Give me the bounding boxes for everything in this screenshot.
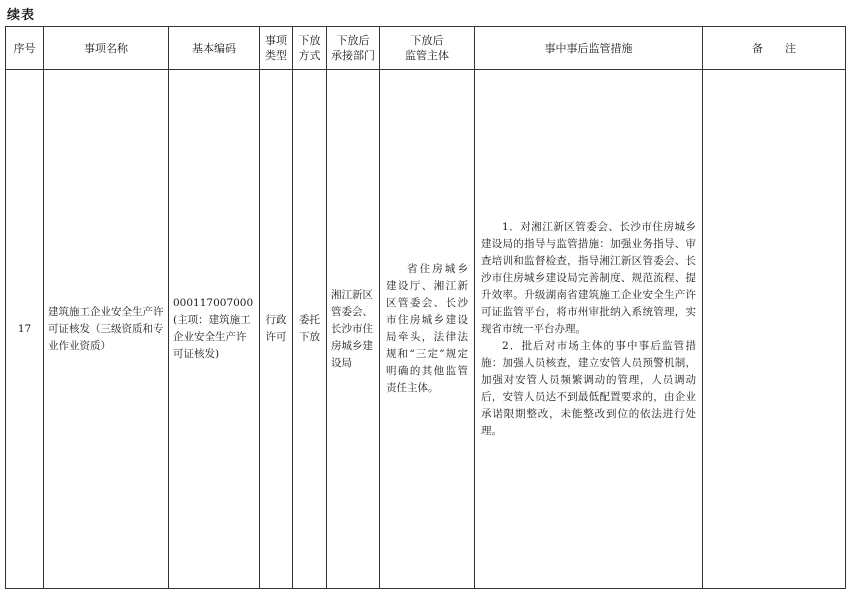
header-remarks: 备 注 [703, 27, 846, 70]
header-dept [327, 27, 380, 70]
measure-paragraph-1: 1．对湘江新区管委会、长沙市住房城乡建设局的指导与监管措施：加强业务指导、审查培训和监督检查，指导湘江新区管委会、长沙市住房城乡建设局完善制度、规范流程、提升效率。升级湖南省建筑施工企业安全生产许可证监管平台，将市州审批纳入系统管理，实现省市统一平台办理。 [481, 220, 696, 335]
code-number: 000117007000 [173, 297, 254, 309]
cell-dept: 湘江新区管委会、长沙市住房城乡建设局 [327, 70, 380, 589]
header-mode-line1: 下放 [298, 34, 321, 47]
supervision-table [5, 26, 846, 589]
header-subject-line2: 监管主体 [405, 49, 449, 62]
measure-paragraph-2: 2．批后对市场主体的事中事后监管措施：加强人员核查，建立安管人员预警机制，加强对安管人员频繁调动的管理，人员调动后，安管人员达不到最低配置要求的，由企业承诺限期整改，未能整改到位的依法进行处理。 [481, 339, 696, 437]
table-header-row [6, 27, 846, 70]
cell-code [169, 70, 260, 589]
cell-measures [475, 70, 703, 589]
header-seq: 序号 [6, 27, 44, 70]
header-measures: 事中事后监管措施 [475, 27, 703, 70]
header-dept-line2: 承接部门 [331, 49, 375, 62]
header-dept-line1: 下放后 [336, 34, 370, 47]
header-subject-line1: 下放后 [410, 34, 444, 47]
header-type [260, 27, 293, 70]
cell-remarks [703, 70, 846, 589]
code-note: (主项：建筑施工企业安全生产许可证核发) [173, 314, 251, 360]
header-code: 基本编码 [169, 27, 260, 70]
table-caption: 续表 [7, 8, 36, 23]
cell-mode: 委托下放 [293, 70, 327, 589]
cell-subject: 省住房城乡建设厅、湘江新区管委会、长沙市住房城乡建设局牵头，法律法规和“三定”规定明确的其他监管责任主体。 [380, 70, 475, 589]
cell-name: 建筑施工企业安全生产许可证核发（三级资质和专业作业资质） [44, 70, 169, 589]
header-type-line1: 事项 [265, 34, 287, 47]
table-row [6, 70, 846, 589]
header-type-line2: 类型 [265, 49, 287, 62]
cell-type: 行政许可 [260, 70, 293, 589]
header-mode [293, 27, 327, 70]
header-mode-line2: 方式 [298, 49, 321, 62]
cell-seq: 17 [6, 70, 44, 589]
header-name: 事项名称 [44, 27, 169, 70]
header-subject [380, 27, 475, 70]
